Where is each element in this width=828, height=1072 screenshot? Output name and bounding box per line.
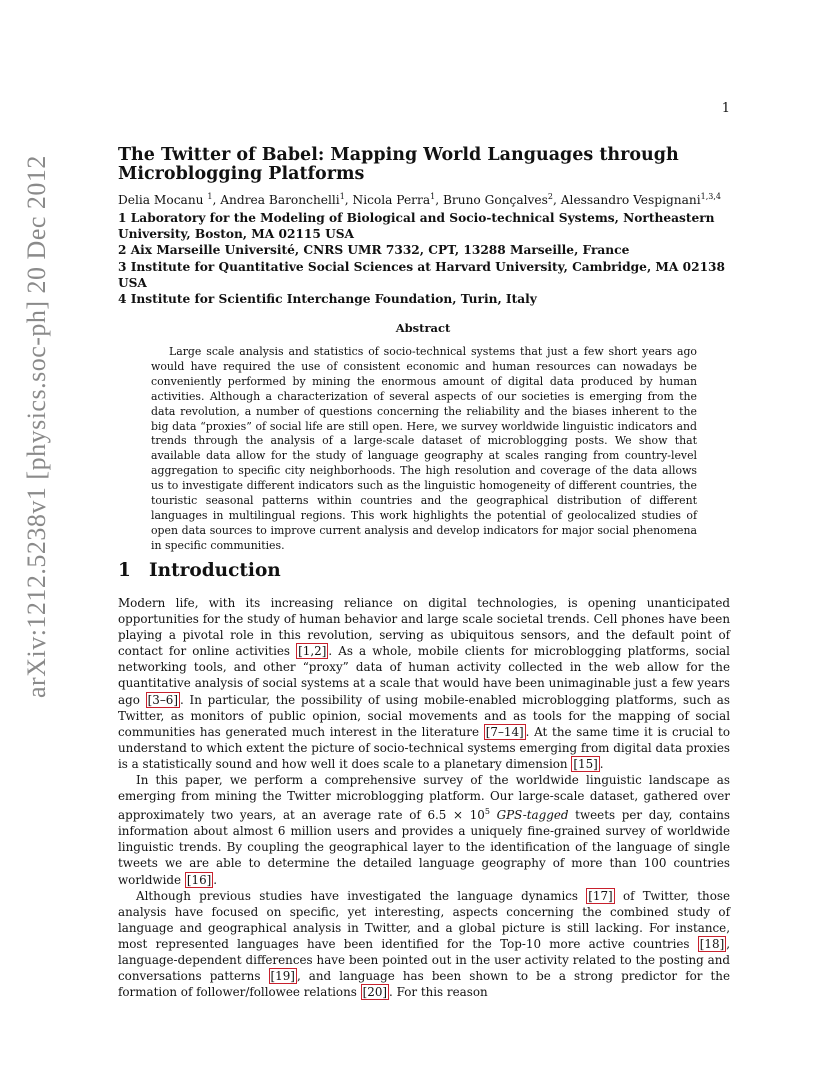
author-affiliation-marker: 1,3,4 bbox=[700, 192, 721, 201]
introduction-body bbox=[118, 595, 730, 1000]
section-number: 1 bbox=[118, 560, 131, 581]
citation-link[interactable]: [16] bbox=[186, 872, 212, 887]
author-affiliation-marker: 1 bbox=[339, 192, 345, 201]
affiliation: 4 Institute for Scientific Interchange Foundation, Turin, Italy bbox=[118, 292, 537, 307]
author-name: Andrea Baronchelli bbox=[220, 193, 340, 208]
citation-link[interactable]: [3–6] bbox=[147, 692, 178, 707]
paragraph: Although previous studies have investigated the language dynamics [17] of Twitter, those analysis have focused on specific, yet interesting, aspects concerning the combined study of language and geographical analysis in Twitter, and a global picture is still lacking. For instance, most represented languages have been identified for the Top-10 more active countries [18] , language-dependent differences have been pointed out in the user activity related to the posting and conversations patterns [19] , and language has been shown to be a strong predictor for the formation of follower/followee relations [20] . For this reason bbox=[118, 888, 730, 1000]
author-affiliation-marker: 2 bbox=[547, 192, 553, 201]
exponent: 5 bbox=[484, 807, 490, 817]
section-heading bbox=[118, 560, 281, 581]
arxiv-identifier-stamp: arXiv:1212.5238v1 [physics.soc-ph] 20 Dec 2012 bbox=[22, 155, 51, 698]
affiliation: 2 Aix Marseille Université, CNRS UMR 7332, CPT, 13288 Marseille, France bbox=[118, 243, 630, 258]
citation-link[interactable]: [7–14] bbox=[485, 724, 524, 739]
affiliation: 3 Institute for Quantitative Social Sciences at Harvard University, Cambridge, MA 02138 USA bbox=[118, 259, 726, 290]
emphasis: GPS-tagged bbox=[496, 808, 569, 823]
section-title: Introduction bbox=[149, 560, 281, 581]
citation-link[interactable]: [19] bbox=[270, 969, 295, 984]
author-affiliation-marker: 1 bbox=[207, 192, 213, 201]
author-list: Delia Mocanu $^1$, Andrea Baronchelli$^1$, Nicola Perra$^1$, Bruno Gonçalves$^2$, Alessandro Vespignani$^{1,3,4}$ bbox=[118, 192, 721, 208]
citation-link[interactable]: [17] bbox=[588, 888, 613, 903]
citation-link[interactable]: [1,2] bbox=[298, 644, 327, 659]
citation-link[interactable]: [20] bbox=[362, 985, 388, 1000]
author-name: Alessandro Vespignani bbox=[560, 193, 701, 208]
author-name: Nicola Perra bbox=[352, 193, 431, 208]
paragraph: In this paper, we perform a comprehensive survey of the worldwide linguistic landscape as emerging from mining the Twitter microblogging platform. Our large-scale dataset, gathered over approximately two years, at an average rate of $6.5 \times 10^5$ GPS-tagged tweets per day, contains information about almost 6 million users and provides a uniquely fine-grained survey of worldwide linguistic trends. By coupling the geographical layer to the identification of the language of single tweets we are able to determine the detailed language geography of more than 100 countries worldwide [16] . bbox=[118, 773, 731, 887]
paper-title: The Twitter of Babel: Mapping World Languages through Microblogging Platforms bbox=[118, 145, 679, 184]
author-name: Delia Mocanu bbox=[118, 193, 208, 208]
author-affiliation-marker: 1 bbox=[430, 192, 436, 201]
abstract-heading: Abstract bbox=[395, 321, 451, 335]
citation-link[interactable]: [18] bbox=[699, 936, 725, 951]
author-name: Bruno Gonçalves bbox=[442, 193, 548, 208]
abstract-body: Large scale analysis and statistics of socio-technical systems that just a few short years ago would have required the use of consistent economic and human resources can nowadays be conveniently performed by mining the enormous amount of digital data produced by human activities. Although a characterization of several aspects of our societies is emerging from the data revolution, a number of questions concerning the reliability and the biases inherent to the big data “proxies” of social life are still open. Here, we survey worldwide linguistic indicators and trends through the analysis of a large-scale dataset of microblogging posts. We show that available data allow for the study of language geography at scales ranging from country-level aggregation to specific city neighborhoods. The high resolution and coverage of the data allows us to investigate different indicators such as the linguistic homogeneity of different countries, the touristic seasonal patterns within countries and the geographical distribution of different languages in multilingual regions. This work highlights the potential of geolocalized studies of open data sources to improve current analysis and develop indicators for major social phenomena in specific communities. bbox=[151, 345, 697, 552]
affiliation-list bbox=[118, 210, 730, 307]
citation-link[interactable]: [15] bbox=[573, 756, 598, 771]
paragraph: Modern life, with its increasing reliance on digital technologies, is opening unanticipated opportunities for the study of human behavior and large scale societal trends. Cell phones have been playing a pivotal role in this revolution, serving as ubiquitous sensors, and the default point of contact for online activities [1,2] . As a whole, mobile clients for microblogging platforms, social networking tools, and other “proxy” data of human activity collected in the web allow for the quantitative analysis of social systems at a scale that would have been unimaginable just a few years ago [3–6] . In particular, the possibility of using mobile-enabled microblogging platforms, such as Twitter, as monitors of public opinion, social movements and as tools for the mapping of social communities has generated much interest in the literature [7–14] . At the same time it is crucial to understand to which extent the picture of socio-technical systems emerging from digital data proxies is a statistically sound and how well it does scale to a planetary dimension [15] . bbox=[118, 596, 730, 771]
page-number: 1 bbox=[721, 101, 730, 116]
affiliation: 1 Laboratory for the Modeling of Biological and Socio-technical Systems, Northeastern University, Boston, MA 02115 USA bbox=[118, 211, 715, 242]
